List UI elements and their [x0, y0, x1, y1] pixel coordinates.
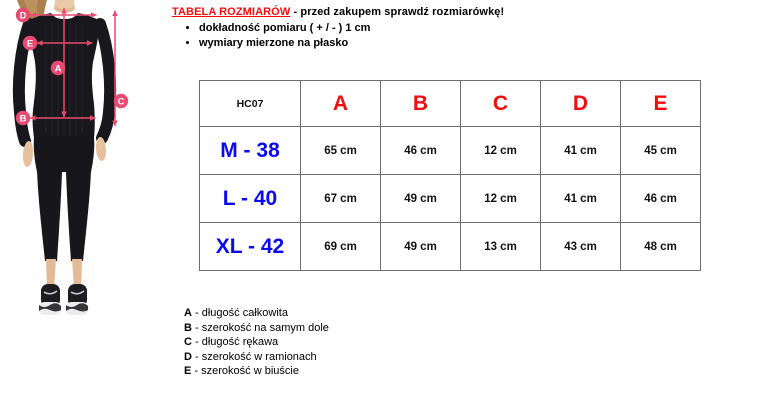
size-cell: M - 38: [200, 127, 301, 175]
right-sleeve: [100, 24, 110, 138]
measurement-marker-c: [114, 94, 128, 108]
model-photo: [0, 0, 158, 324]
legend-item: [184, 364, 329, 379]
value-cell: 45 cm: [621, 127, 701, 175]
table-row: [200, 127, 701, 175]
svg-text:D: D: [19, 10, 27, 22]
legend-letter: E: [184, 365, 192, 377]
table-row: [200, 223, 701, 271]
legend-letter: D: [184, 350, 192, 363]
legend-text: szerokość na samym dole: [201, 321, 329, 334]
column-header-e: E: [621, 81, 701, 127]
value-cell: 12 cm: [461, 175, 541, 223]
page-title: [172, 6, 504, 18]
value-cell: 43 cm: [541, 223, 621, 271]
title-rest: - przed zakupem sprawdź rozmiarówkę!: [290, 6, 505, 18]
legend-separator: -: [191, 365, 202, 377]
measurement-legend: [184, 306, 329, 379]
value-cell: 48 cm: [621, 223, 701, 271]
size-cell: XL - 42: [200, 223, 301, 271]
value-cell: 41 cm: [541, 175, 621, 223]
svg-text:E: E: [26, 38, 34, 50]
legend-text: długość całkowita: [201, 307, 288, 319]
measurement-marker-a: [51, 61, 65, 75]
column-header-b: B: [381, 81, 461, 127]
legend-text: szerokość w ramionach: [201, 350, 317, 363]
legend-text: szerokość w biuście: [201, 365, 299, 377]
bullet-item: • dokładność pomiaru ( + / - ) 1 cm: [199, 22, 370, 34]
column-header-d: D: [541, 81, 621, 127]
table-row: [200, 175, 701, 223]
legend-item: [184, 335, 329, 350]
value-cell: 69 cm: [301, 223, 381, 271]
value-cell: 13 cm: [461, 223, 541, 271]
column-header-c: C: [461, 81, 541, 127]
legend-separator: -: [191, 350, 202, 363]
column-header-a: A: [301, 81, 381, 127]
legend-letter: B: [184, 321, 192, 334]
svg-text:C: C: [117, 96, 125, 108]
value-cell: 67 cm: [301, 175, 381, 223]
value-cell: 12 cm: [461, 127, 541, 175]
svg-text:B: B: [19, 113, 27, 125]
table-header-row: [200, 81, 701, 127]
left-sneaker: [39, 284, 62, 315]
bullet-list: [186, 22, 370, 52]
legend-letter: A: [184, 307, 192, 319]
value-cell: 65 cm: [301, 127, 381, 175]
svg-text:A: A: [54, 63, 62, 75]
legend-separator: -: [191, 321, 202, 334]
value-cell: 46 cm: [621, 175, 701, 223]
legend-letter: C: [184, 336, 192, 348]
measurement-marker-b: [16, 111, 30, 125]
value-cell: 41 cm: [541, 127, 621, 175]
legend-separator: -: [191, 307, 202, 319]
legend-text: długość rękawa: [201, 336, 279, 348]
value-cell: 49 cm: [381, 223, 461, 271]
measurement-marker-d: [16, 8, 30, 22]
value-cell: 46 cm: [381, 127, 461, 175]
value-cell: 49 cm: [381, 175, 461, 223]
right-sneaker: [66, 284, 89, 315]
legend-item: [184, 350, 329, 365]
size-table: [199, 80, 701, 271]
legend-item: [184, 321, 329, 336]
size-cell: L - 40: [200, 175, 301, 223]
legend-item: [184, 306, 329, 321]
product-code-cell: HC07: [200, 81, 301, 127]
measurement-marker-e: [23, 36, 37, 50]
leggings: [34, 137, 95, 261]
title-highlight: TABELA ROZMIARÓW: [172, 6, 291, 18]
bullet-item: • wymiary mierzone na płasko: [199, 37, 370, 49]
legend-separator: -: [191, 336, 202, 348]
